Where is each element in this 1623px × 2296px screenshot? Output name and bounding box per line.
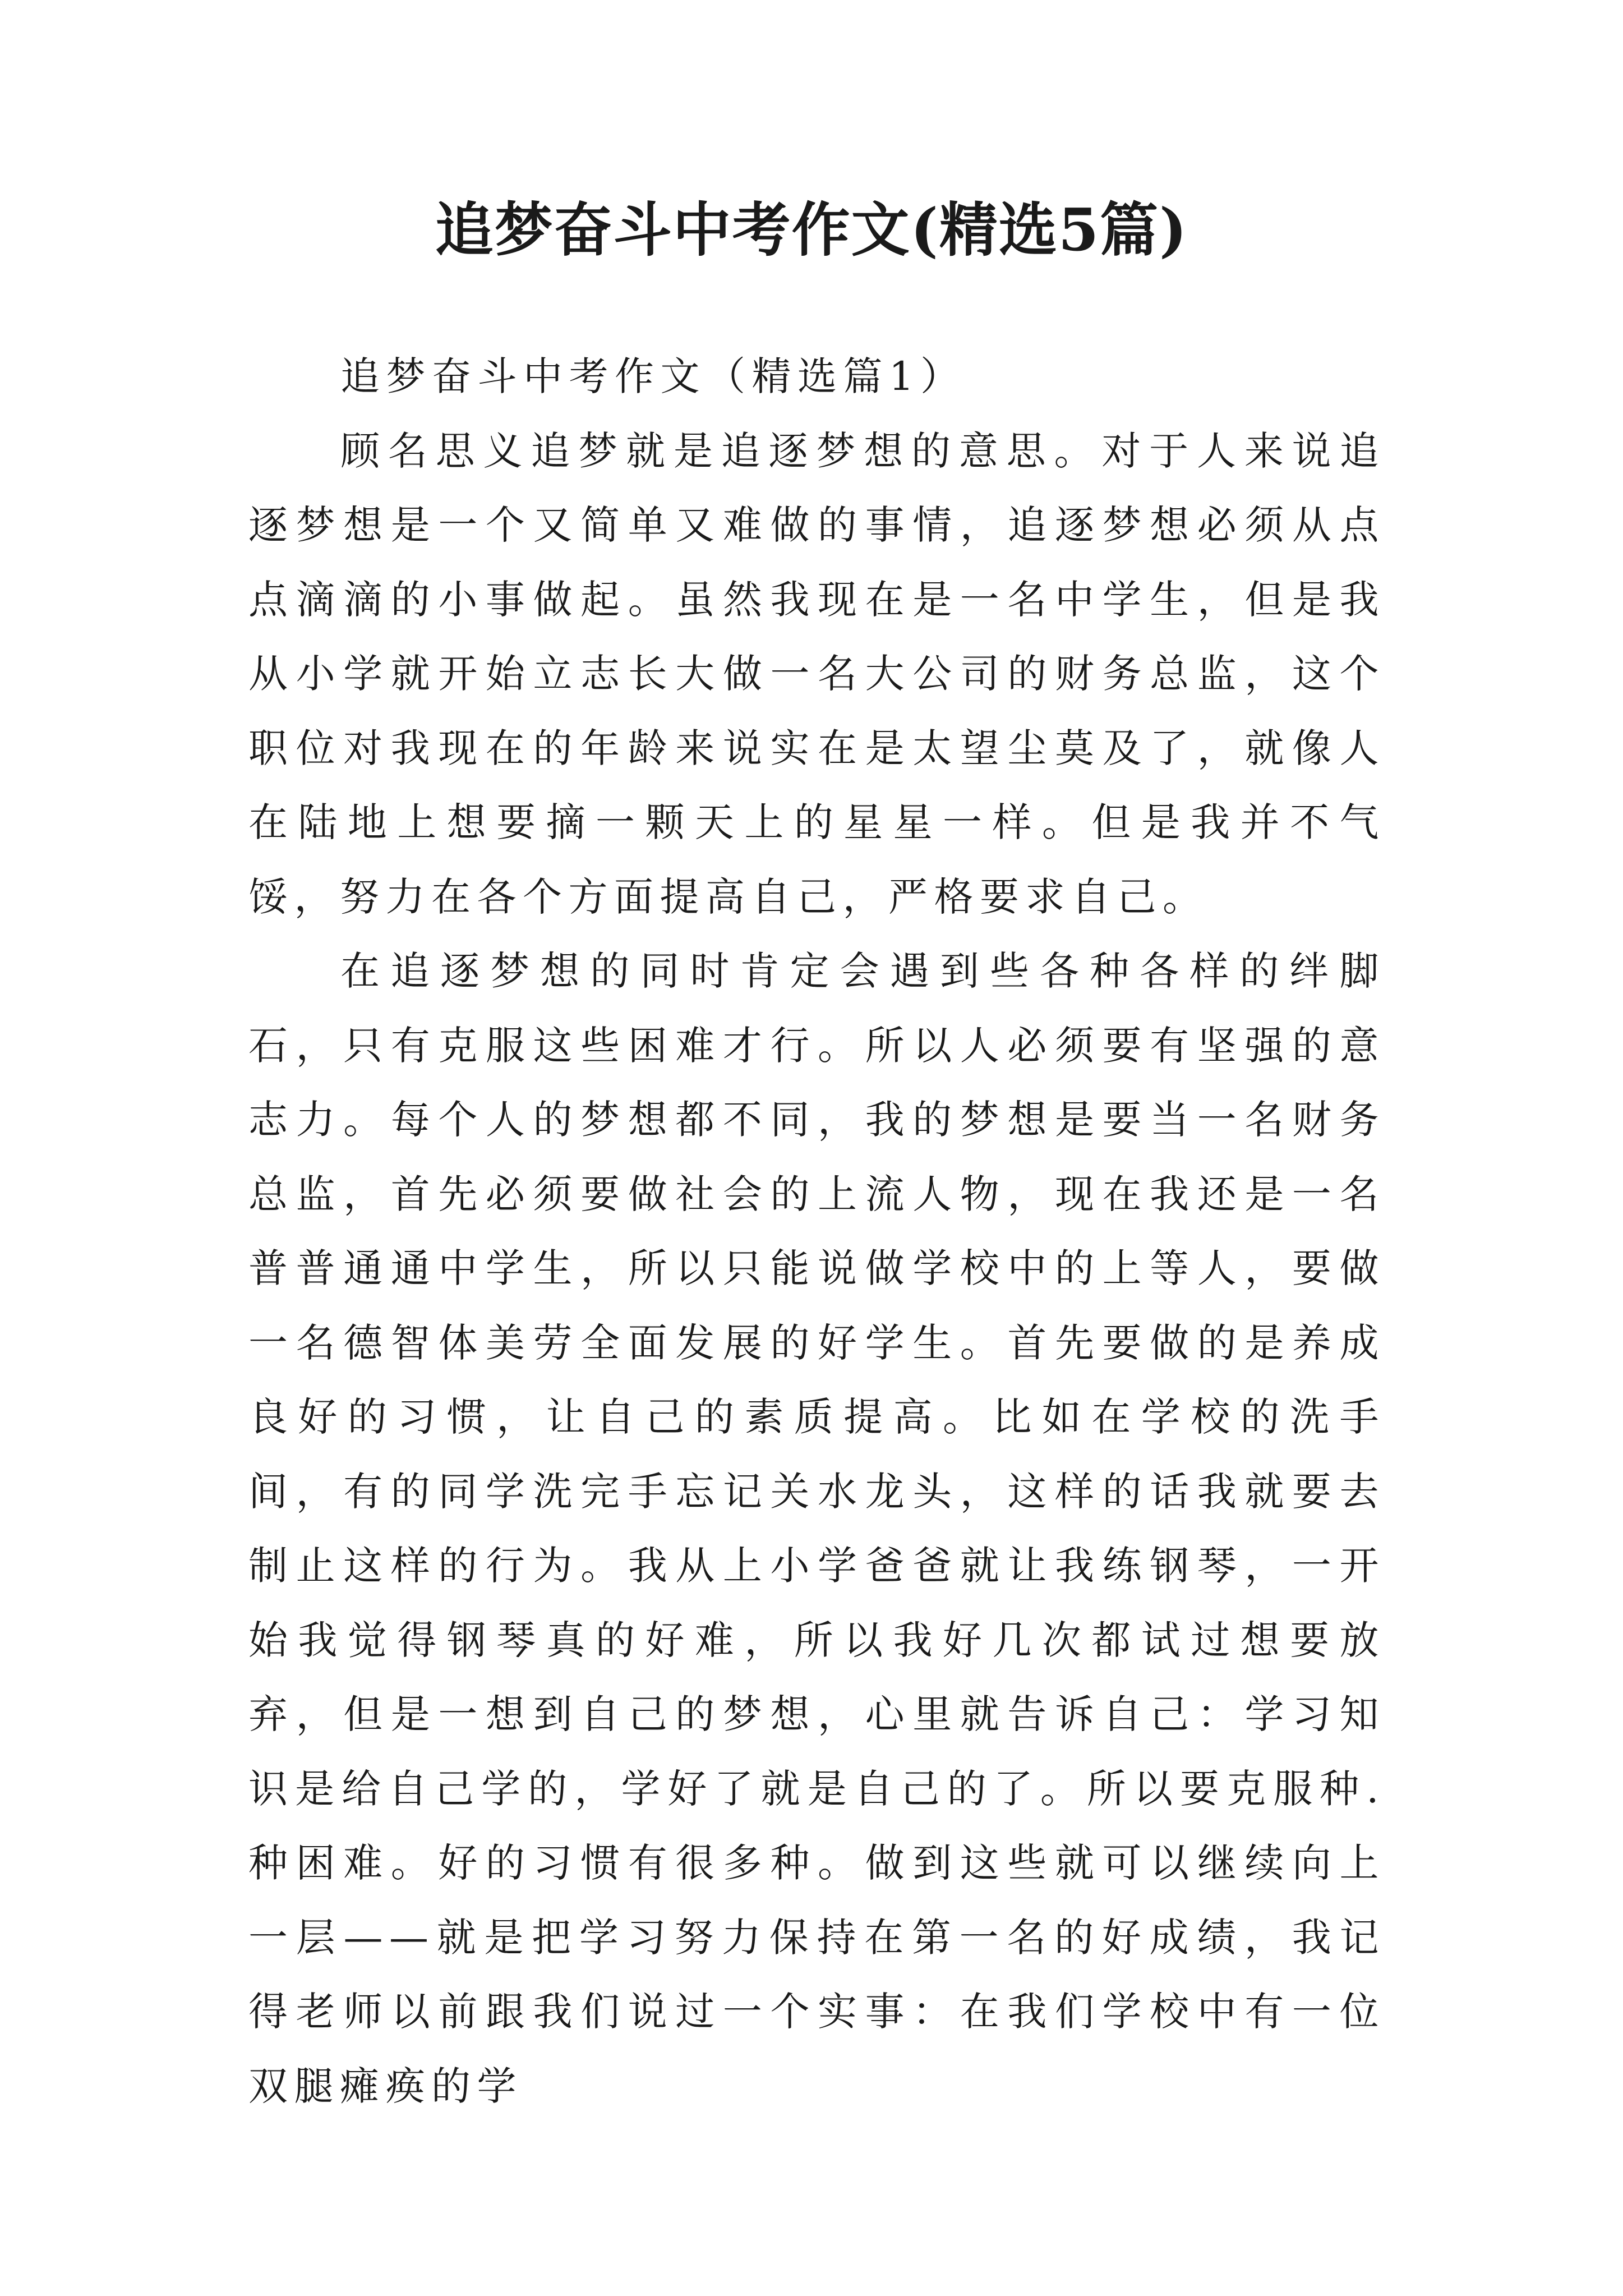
paragraph: 在追逐梦想的同时肯定会遇到些各种各样的绊脚石，只有克服这些困难才行。所以人必须要有坚强的意志力。每个人的梦想都不同，我的梦想是要当一名财务总监，首先必须要做社会的上流人物，现在我还是一名普普通通中学生，所以只能说做学校中的上等人，要做一名德智体美劳全面发展的好学生。首先要做的是养成良好的习惯，让自己的素质提高。比如在学校的洗手间，有的同学洗完手忘记关水龙头，这样的话我就要去制止这样的行为。我从上小学爸爸就让我练钢琴，一开始我觉得钢琴真的好难，所以我好几次都试过想要放弃，但是一想到自己的梦想，心里就告诉自己：学习知识是给自己学的，学好了就是自己的了。所以要克服种.种困难。好的习惯有很多种。做到这些就可以继续向上一层——就是把学习努力保持在第一名的好成绩，我记得老师以前跟我们说过一个实事：在我们学校中有一位双腿瘫痪的学	[248, 948, 1385, 2109]
section-heading: 追梦奋斗中考作文（精选篇1）	[340, 353, 966, 399]
paragraph: 顾名思义追梦就是追逐梦想的意思。对于人来说追逐梦想是一个又简单又难做的事情，追逐梦想必须从点点滴滴的小事做起。虽然我现在是一名中学生，但是我从小学就开始立志长大做一名大公司的财务总监，这个职位对我现在的年龄来说实在是太望尘莫及了，就像人在陆地上想要摘一颗天上的星星一样。但是我并不气馁，努力在各个方面提高自己，严格要求自己。	[248, 427, 1385, 920]
document-body	[248, 339, 1385, 2123]
document-title: 追梦奋斗中考作文(精选5篇)	[435, 195, 1188, 264]
